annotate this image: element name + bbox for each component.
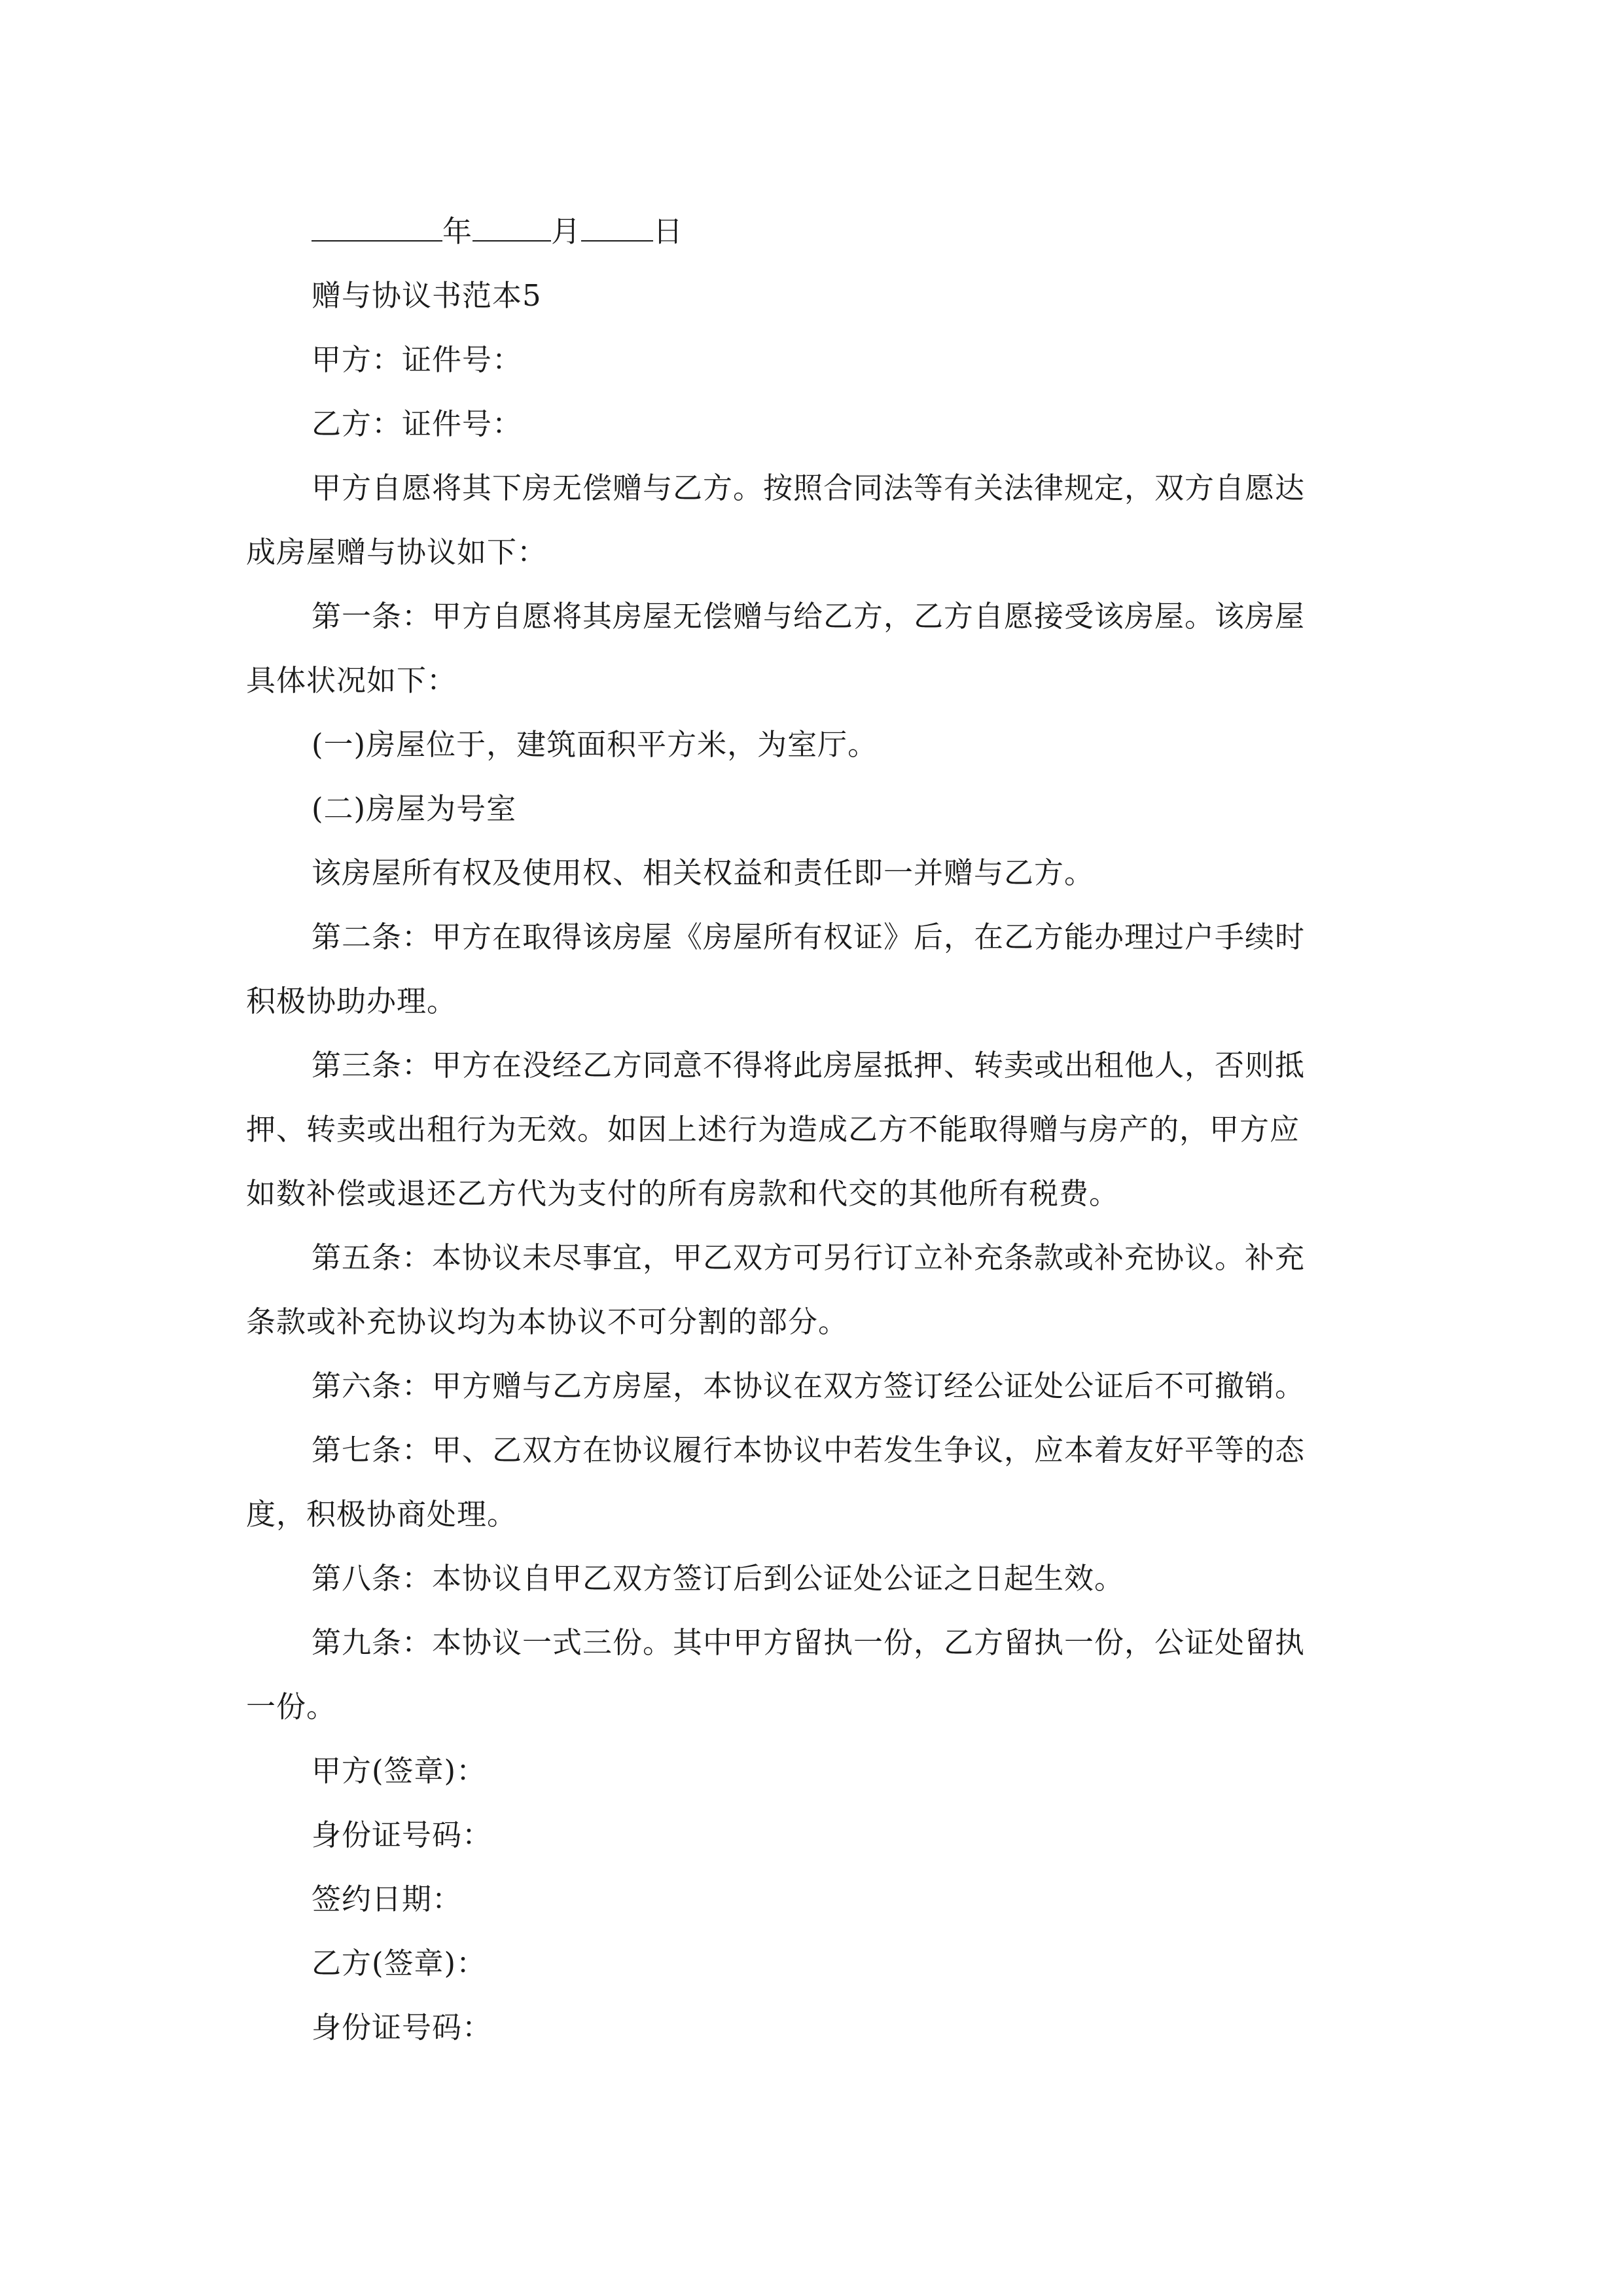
document-body xyxy=(246,200,1382,2060)
signature-line: 身份证号码： xyxy=(312,2010,493,2045)
clause-paragraph xyxy=(246,1418,1382,1547)
paragraph-line: 条款或补充协议均为本协议不可分割的部分。 xyxy=(246,1304,849,1339)
paragraph-line: 一份。 xyxy=(246,1689,337,1724)
day-label: 日 xyxy=(653,214,684,249)
date-line xyxy=(246,200,1382,264)
clause-paragraph xyxy=(246,713,1382,777)
signature-line: 签约日期： xyxy=(312,1882,463,1916)
paragraph-line: 如数补偿或退还乙方代为支付的所有房款和代交的其他所有税费。 xyxy=(246,1176,1120,1211)
day-blank[interactable] xyxy=(581,211,653,242)
paragraph-line: 第三条：甲方在没经乙方同意不得将此房屋抵押、转卖或出租他人，否则抵 xyxy=(312,1048,1306,1083)
paragraph-line: 积极协助办理。 xyxy=(246,984,457,1018)
paragraph-line: 成房屋赠与协议如下： xyxy=(246,535,548,569)
paragraph-line: 度，积极协商处理。 xyxy=(246,1497,518,1532)
party-b-line: 乙方：证件号： xyxy=(312,406,523,441)
clause-paragraph xyxy=(246,1033,1382,1226)
clause-paragraph xyxy=(246,777,1382,841)
paragraph-line: 该房屋所有权及使用权、相关权益和责任即一并赠与乙方。 xyxy=(312,855,1095,890)
clause-paragraph xyxy=(246,905,1382,1033)
paragraph-line: 第一条：甲方自愿将其房屋无偿赠与给乙方，乙方自愿接受该房屋。该房屋 xyxy=(312,599,1306,634)
document-title: 赠与协议书范本5 xyxy=(312,278,542,313)
month-blank[interactable] xyxy=(473,211,551,242)
signature-block xyxy=(246,1739,1382,2060)
paragraph-line: 第八条：本协议自甲乙双方签订后到公证处公证之日起生效。 xyxy=(312,1561,1125,1596)
paragraph-line: 第二条：甲方在取得该房屋《房屋所有权证》后，在乙方能办理过户手续时 xyxy=(312,920,1306,954)
paragraph-line: 第六条：甲方赠与乙方房屋，本协议在双方签订经公证处公证后不可撤销。 xyxy=(312,1369,1306,1403)
paragraph-line: 第七条：甲、乙双方在协议履行本协议中若发生争议，应本着友好平等的态 xyxy=(312,1433,1306,1467)
clause-paragraph xyxy=(246,584,1382,713)
clause-paragraph xyxy=(246,841,1382,905)
clause-paragraph xyxy=(246,1354,1382,1418)
clause-paragraph xyxy=(246,1547,1382,1611)
party-a-line: 甲方：证件号： xyxy=(312,342,523,377)
signature-line: 甲方(签章)： xyxy=(312,1753,487,1788)
signature-line: 身份证号码： xyxy=(312,1818,493,1852)
paragraph-line: 甲方自愿将其下房无偿赠与乙方。按照合同法等有关法律规定，双方自愿达 xyxy=(312,471,1306,505)
paragraph-line: 具体状况如下： xyxy=(246,663,457,698)
paragraph-line: 押、转卖或出租行为无效。如因上述行为造成乙方不能取得赠与房产的，甲方应 xyxy=(246,1112,1300,1147)
clause-paragraph xyxy=(246,1611,1382,1739)
paragraph-line: (二)房屋为号室 xyxy=(312,791,517,826)
paragraph-line: (一)房屋位于，建筑面积平方米，为室厅。 xyxy=(312,727,878,762)
signature-line: 乙方(签章)： xyxy=(312,1946,487,1981)
clause-paragraph xyxy=(246,456,1382,584)
year-label: 年 xyxy=(442,214,473,249)
paragraph-line: 第五条：本协议未尽事宜，甲乙双方可另行订立补充条款或补充协议。补充 xyxy=(312,1240,1306,1275)
clauses xyxy=(246,456,1382,1739)
paragraph-line: 第九条：本协议一式三份。其中甲方留执一份，乙方留执一份，公证处留执 xyxy=(312,1625,1306,1660)
clause-paragraph xyxy=(246,1226,1382,1354)
year-blank[interactable] xyxy=(312,211,442,242)
month-label: 月 xyxy=(551,214,582,249)
